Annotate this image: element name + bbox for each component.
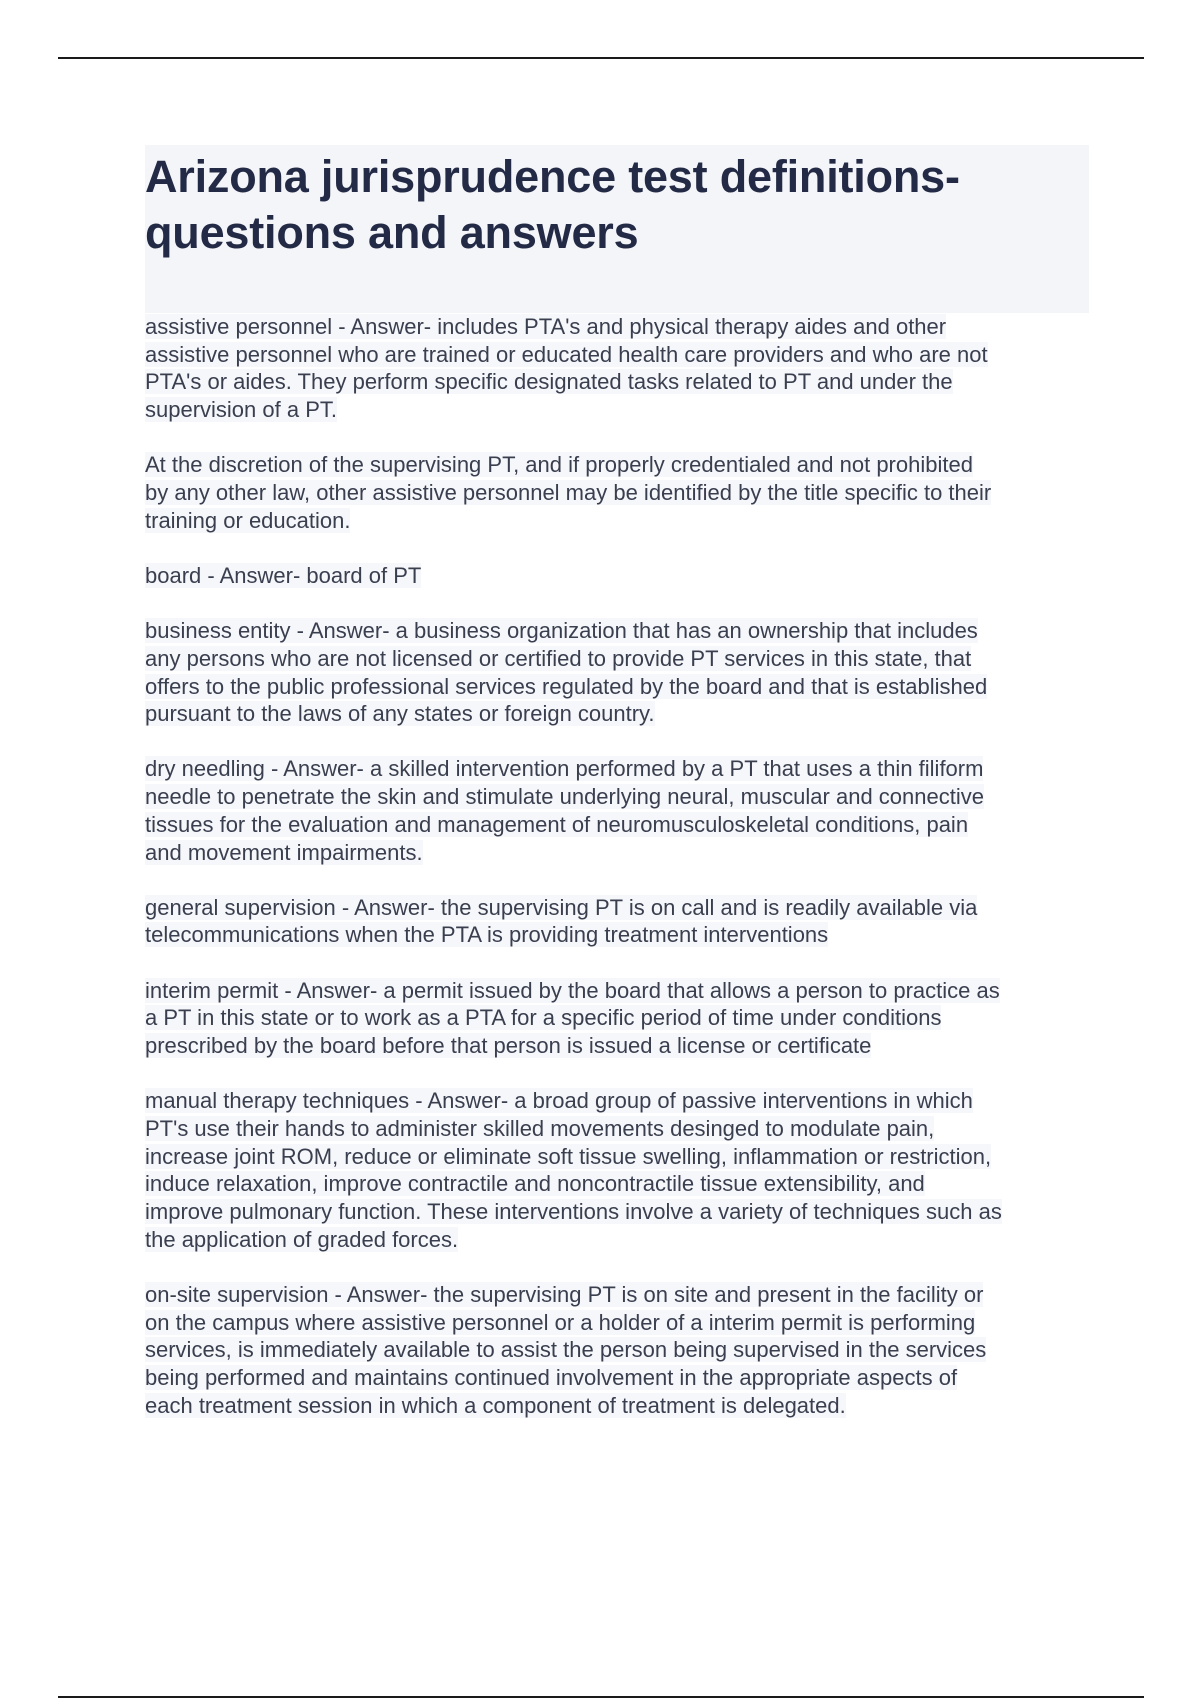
definition-entry-board (145, 562, 1089, 590)
definition-text: general supervision - Answer- the supervising PT is on call and is readily available via telecommunications when the PTA is providing treatment interventions (145, 894, 978, 948)
definition-entry-interim-permit (145, 977, 1089, 1060)
definition-text: board - Answer- board of PT (145, 562, 422, 588)
definition-text: interim permit - Answer- a permit issued by the board that allows a person to practice as a PT in this state or to work as a PTA for a specific period of time under conditions prescribed by the board before that person is issued a license or certificate (145, 977, 1000, 1059)
top-rule (58, 57, 1144, 59)
title-block (145, 145, 1089, 313)
definition-entry-general-supervision (145, 894, 1089, 949)
definition-list (145, 313, 1089, 1420)
definition-entry-assistive-personnel (145, 313, 1089, 424)
document-body (145, 145, 1089, 1420)
bottom-rule (58, 1696, 1144, 1698)
document-title: Arizona jurisprudence test definitions- questions and answers (145, 151, 960, 258)
definition-entry-dry-needling (145, 755, 1089, 866)
definition-text: business entity - Answer- a business organization that has an ownership that includes any persons who are not licensed or certified to provide PT services in this state, that offers to the public professional services regulated by the board and that is established pursuant to the laws of any states or foreign country. (145, 618, 988, 727)
definition-text: dry needling - Answer- a skilled intervention performed by a PT that uses a thin filiform needle to penetrate the skin and stimulate underlying neural, muscular and connective tissues for the evaluation and management of neuromusculoskeletal conditions, pain and movement impairments. (145, 756, 984, 865)
definition-entry-manual-therapy (145, 1087, 1089, 1253)
definition-entry-on-site-supervision (145, 1281, 1089, 1420)
definition-text: At the discretion of the supervising PT, and if properly credentialed and not prohibited by any other law, other assistive personnel may be identified by the title specific to their training or education. (145, 452, 992, 533)
definition-text: manual therapy techniques - Answer- a broad group of passive interventions in which PT's use their hands to administer skilled movements desinged to modulate pain, increase joint ROM, reduce or eliminate soft tissue swelling, inflammation or restriction, induce relaxation, improve contractile and noncontractile tissue extensibility, and improve pulmonary function. These interventions involve a variety of techniques such as the application of graded forces. (145, 1088, 1002, 1252)
definition-entry-business-entity (145, 617, 1089, 728)
definition-entry-discretion-note (145, 451, 1089, 534)
definition-text: assistive personnel - Answer- includes PTA's and physical therapy aides and other assistive personnel who are trained or educated health care providers and who are not PTA's or aides. They perform specific designated tasks related to PT and under the supervision of a PT. (145, 314, 988, 423)
definition-text: on-site supervision - Answer- the supervising PT is on site and present in the facility or on the campus where assistive personnel or a holder of a interim permit is performing services, is immediately available to assist the person being supervised in the services being performed and maintains continued involvement in the appropriate aspects of each treatment session in which a component of treatment is delegated. (145, 1281, 987, 1418)
